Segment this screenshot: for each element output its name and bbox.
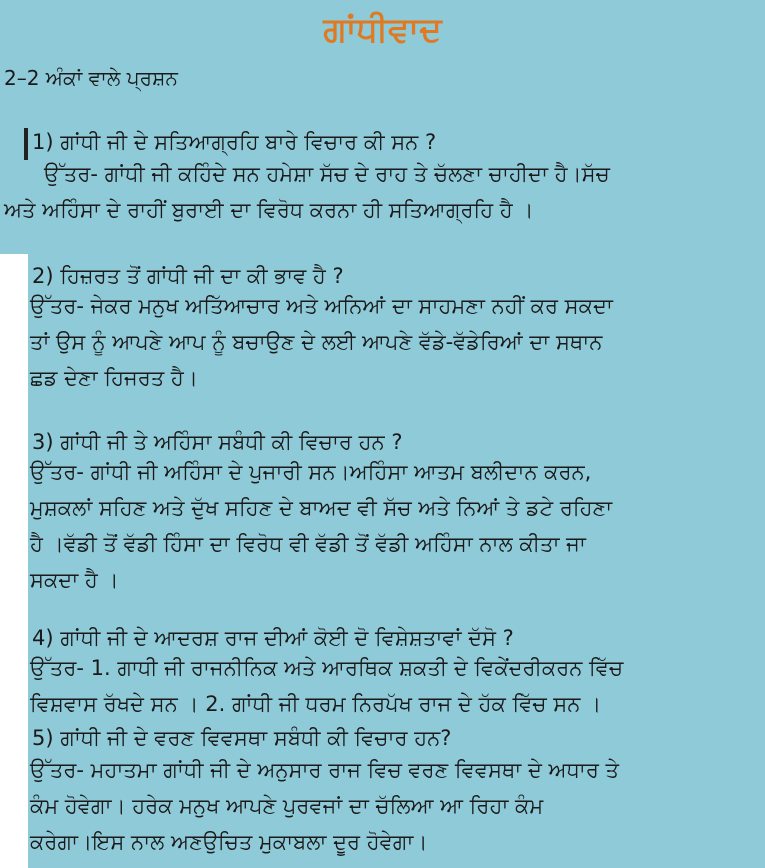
answer-line: ਅਤੇ ਅਹਿੰਸਾ ਦੇ ਰਾਹੀਂ ਬੁਰਾਈ ਦਾ ਵਿਰੋਧ ਕਰਨਾ ਹੀ ਸਤਿਆਗ੍ਰਹਿ ਹੈ ।	[4, 198, 534, 222]
question-1: 1) ਗਾਂਧੀ ਜੀ ਦੇ ਸਤਿਆਗ੍ਰਹਿ ਬਾਰੇ ਵਿਚਾਰ ਕੀ ਸਨ ?	[32, 130, 437, 154]
answer-line: ਉੱਤਰ- ਗਾਂਧੀ ਜੀ ਅਹਿੰਸਾ ਦੇ ਪੁਜਾਰੀ ਸਨ।ਅਹਿੰਸਾ ਆਤਮ ਬਲੀਦਾਨ ਕਰਨ,	[30, 460, 592, 484]
answer-line: ਉੱਤਰ- ਗਾਂਧੀ ਜੀ ਕਹਿੰਦੇ ਸਨ ਹਮੇਸ਼ਾ ਸੱਚ ਦੇ ਰਾਹ ਤੇ ਚੱਲਣਾ ਚਾਹੀਦਾ ਹੈ।ਸੱਚ	[44, 162, 610, 186]
answer-line: ਕਰੇਗਾ।ਇਸ ਨਾਲ ਅਣਉਚਿਤ ਮੁਕਾਬਲਾ ਦੂਰ ਹੋਵੇਗਾ।	[30, 830, 428, 854]
answer-line: ਹੈ ।ਵੱਡੀ ਤੋਂ ਵੱਡੀ ਹਿੰਸਾ ਦਾ ਵਿਰੋਧ ਵੀ ਵੱਡੀ ਤੋਂ ਵੱਡੀ ਅਹਿੰਸਾ ਨਾਲ ਕੀਤਾ ਜਾ	[30, 532, 586, 556]
answer-line: ਸਕਦਾ ਹੈ ।	[30, 568, 119, 592]
answer-line: ਵਿਸ਼ਵਾਸ ਰੱਖਦੇ ਸਨ । 2. ਗਾਂਧੀ ਜੀ ਧਰਮ ਨਿਰਪੱਖ ਰਾਜ ਦੇ ਹੱਕ ਵਿੱਚ ਸਨ ।	[30, 692, 602, 716]
answer-1	[4, 156, 610, 228]
answer-line: ਉੱਤਰ- ਜੇਕਰ ਮਨੁਖ ਅਤਿੱਆਚਾਰ ਅਤੇ ਅਨਿਆਂ ਦਾ ਸਾਹਮਣਾ ਨਹੀਂ ਕਰ ਸਕਦਾ	[30, 294, 613, 318]
answer-4	[30, 650, 623, 722]
question-2: 2) ਹਿਜ਼ਰਤ ਤੋਂ ਗਾਂਧੀ ਜੀ ਦਾ ਕੀ ਭਾਵ ਹੈ ?	[32, 264, 344, 288]
answer-line: ਮੁਸ਼ਕਲਾਂ ਸਹਿਣ ਅਤੇ ਦੁੱਖ ਸਹਿਣ ਦੇ ਬਾਅਦ ਵੀ ਸੱਚ ਅਤੇ ਨਿਆਂ ਤੇ ਡਟੇ ਰਹਿਣਾ	[30, 496, 613, 520]
page-title: ਗਾਂਧੀਵਾਦ	[323, 10, 442, 50]
answer-3	[30, 454, 612, 598]
question-5: 5) ਗਾਂਧੀ ਜੀ ਦੇ ਵਰਣ ਵਿਵਸਥਾ ਸਬੰਧੀ ਕੀ ਵਿਚਾਰ ਹਨ?	[32, 726, 452, 750]
section-heading: 2–2 ਅੰਕਾਂ ਵਾਲੇ ਪ੍ਰਸ਼ਨ	[4, 66, 178, 90]
answer-line: ਉੱਤਰ- ਮਹਾਤਮਾ ਗਾਂਧੀ ਜੀ ਦੇ ਅਨੁਸਾਰ ਰਾਜ ਵਿਚ ਵਰਣ ਵਿਵਸਥਾ ਦੇ ਅਧਾਰ ਤੇ	[30, 758, 619, 782]
answer-5	[30, 752, 619, 860]
answer-line: ਉੱਤਰ- 1. ਗਾਧੀ ਜੀ ਰਾਜਨੀਨਿਕ ਅਤੇ ਆਰਥਿਕ ਸ਼ਕਤੀ ਦੇ ਵਿਕੇਂਦਰੀਕਰਨ ਵਿੱਚ	[30, 656, 624, 680]
answer-2	[30, 288, 613, 396]
question-3: 3) ਗਾਂਧੀ ਜੀ ਤੇ ਅਹਿੰਸਾ ਸਬੰਧੀ ਕੀ ਵਿਚਾਰ ਹਨ ?	[32, 430, 403, 454]
answer-line: ਤਾਂ ਉਸ ਨੂੰ ਆਪਣੇ ਆਪ ਨੂੰ ਬਚਾਉਣ ਦੇ ਲਈ ਆਪਣੇ ਵੱਡੇ-ਵੱਡੇਰਿਆਂ ਦਾ ਸਥਾਨ	[30, 330, 603, 354]
question-4: 4) ਗਾਂਧੀ ਜੀ ਦੇ ਆਦਰਸ਼ ਰਾਜ ਦੀਆਂ ਕੋਈ ਦੋ ਵਿਸ਼ੇਸ਼ਤਾਵਾਂ ਦੱਸੋ ?	[32, 626, 514, 650]
answer-line: ਕੰਮ ਹੋਵੇਗਾ। ਹਰੇਕ ਮਨੁਖ ਆਪਣੇ ਪੁਰਵਜਾਂ ਦਾ ਚੱਲਿਆ ਆ ਰਿਹਾ ਕੰਮ	[30, 794, 544, 818]
answer-line: ਛਡ ਦੇਣਾ ਹਿਜਰਤ ਹੈ।	[30, 366, 198, 390]
